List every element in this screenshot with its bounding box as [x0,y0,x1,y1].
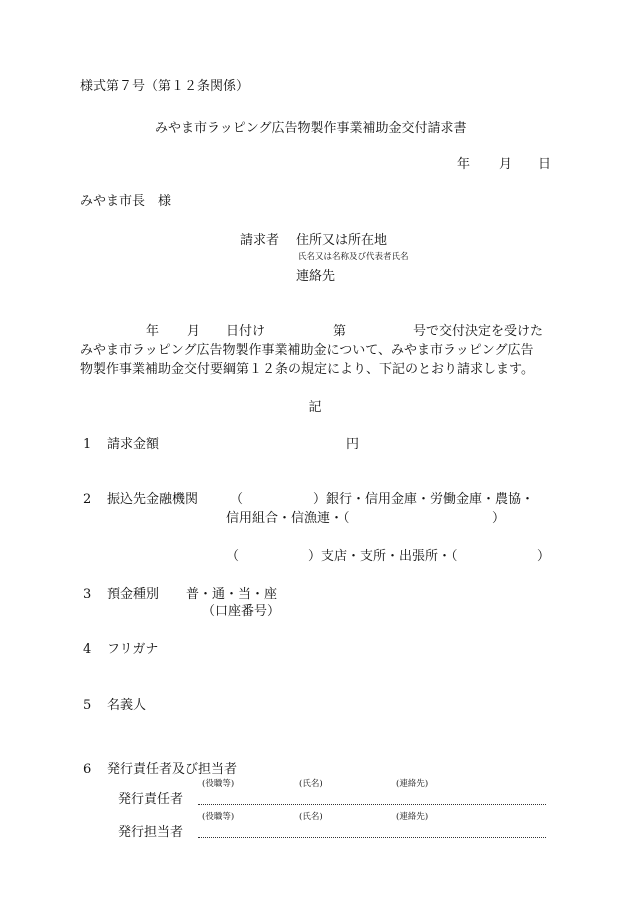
account-number-label: （口座番号） [202,604,281,619]
deposit-kinds: 普・通・当・座 [186,587,278,602]
item-3-label: 預金種別 [107,587,160,602]
requester-label: 請求者 [240,233,280,248]
staff-role-caption: (役職等) [202,812,235,822]
resp-contact-caption: (連絡先) [396,779,429,789]
staff-contact-caption: (連絡先) [396,812,429,822]
item-6-label: 発行責任者及び担当者 [107,762,238,777]
branch-types-close: ） [537,549,551,564]
resp-role-caption: (役職等) [202,779,235,789]
bank-name-open: （ [230,492,244,507]
body-line-3: 物製作事業補助金交付要綱第１２条の規定により、下記のとおり請求します。 [80,362,534,377]
document-title: みやま市ラッピング広告物製作事業補助金交付請求書 [155,121,467,136]
item-4-label: フリガナ [107,642,159,657]
bank-types-line-2: 信用組合・信漁連・（ [226,511,350,526]
item-4-number: 4 [83,642,92,657]
date-day: 日 [538,157,552,172]
addressee: みやま市長 様 [80,194,172,209]
staff-person-line [198,837,546,838]
branch-types: ）支店・支所・出張所・（ [308,549,458,564]
bank-types-line-1: ）銀行・信用金庫・労働金庫・農協・ [313,492,535,507]
resp-name-caption: (氏名) [299,779,323,789]
bank-types-close: ） [492,511,506,526]
date-month: 月 [499,157,513,172]
responsible-person-line [198,804,546,805]
item-2-label: 振込先金融機関 [107,492,199,507]
item-1-number: 1 [83,437,92,452]
requester-name-label: 氏名又は名称及び代表者氏名 [298,252,409,262]
body-year: 年 [146,324,160,339]
responsible-person-label: 発行責任者 [118,792,184,807]
item-1-label: 請求金額 [107,437,160,452]
item-5-number: 5 [83,698,92,713]
branch-name-open: （ [226,549,240,564]
staff-person-label: 発行担当者 [118,825,184,840]
ki-heading: 記 [308,400,322,415]
staff-name-caption: (氏名) [299,812,323,822]
item-5-label: 名義人 [107,698,147,713]
item-3-number: 3 [83,587,92,602]
form-number: 様式第７号（第１２条関係） [80,79,250,94]
item-6-number: 6 [83,762,92,777]
requester-address-label: 住所又は所在地 [296,233,388,248]
date-year: 年 [457,157,471,172]
body-rest: 号で交付決定を受けた [413,324,544,339]
item-2-number: 2 [83,492,92,507]
requester-contact-label: 連絡先 [296,269,336,284]
body-line-2: みやま市ラッピング広告物製作事業補助金について、みやま市ラッピング広告 [80,343,534,358]
body-month: 月 [187,324,201,339]
body-dated: 日付け [226,324,266,339]
body-no: 第 [333,324,347,339]
item-1-unit: 円 [346,437,360,452]
